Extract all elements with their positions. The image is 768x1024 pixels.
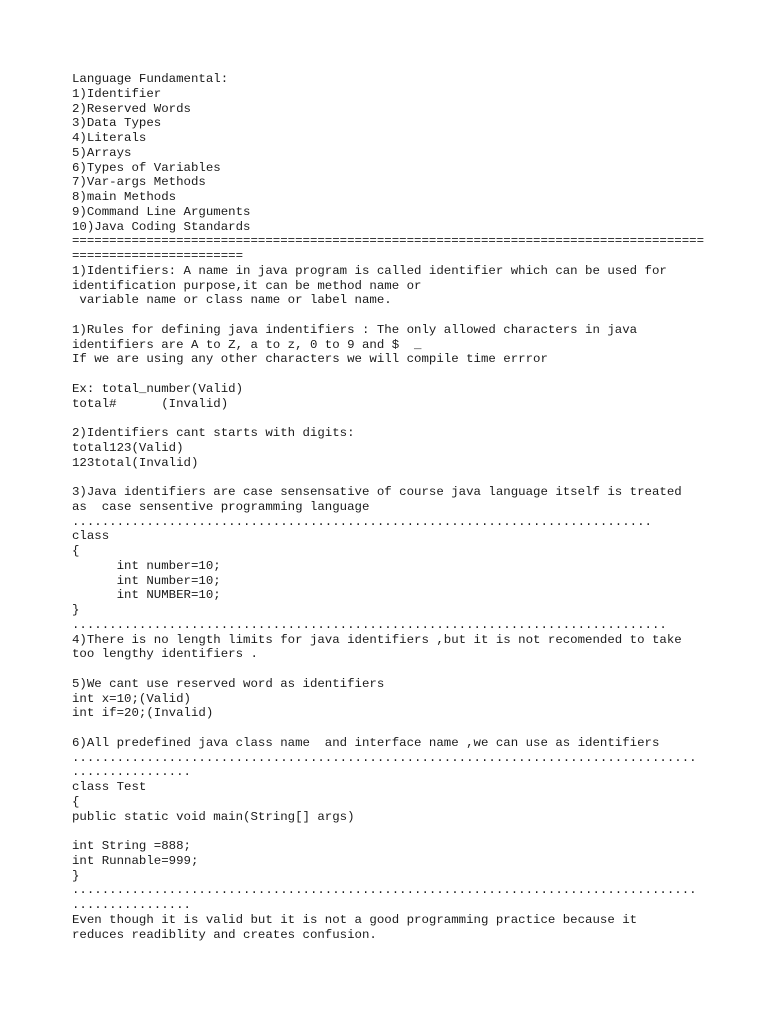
document-line: int if=20;(Invalid) xyxy=(72,706,214,721)
document-line: If we are using any other characters we will compile time errror xyxy=(72,352,548,367)
document-line: .................................................................................... xyxy=(72,750,697,765)
document-line: 3)Java identifiers are case sensensative of course java language itself is treated xyxy=(72,485,682,499)
document-line: 3)Data Types xyxy=(72,116,162,131)
document-line: 1)Identifiers: A name in java program is called identifier which can be used for xyxy=(72,263,667,278)
document-line: 6)Types of Variables xyxy=(72,160,221,175)
document-line: .............................................................................. xyxy=(72,514,652,529)
document-line: Even though it is valid but it is not a good programming practice because it xyxy=(72,912,638,927)
document-line: ................................................................................ xyxy=(72,617,667,632)
document-line: total# (Invalid) xyxy=(72,396,229,411)
document-line: 123total(Invalid) xyxy=(72,455,199,470)
document-line: class Test xyxy=(72,780,147,794)
document-line: Ex: total_number(Valid) xyxy=(72,381,244,396)
document-line: as case sensentive programming language xyxy=(72,499,370,514)
document-line xyxy=(72,721,732,736)
document-line xyxy=(72,367,732,382)
document-line: ===================================================================================== xyxy=(72,234,705,249)
document-line: } xyxy=(72,603,80,617)
document-line xyxy=(72,308,732,323)
document-line: identification purpose,it can be method name or xyxy=(72,278,422,293)
document-line: 2)Identifiers cant starts with digits: xyxy=(72,426,355,440)
document-line xyxy=(72,411,732,426)
document-line: reduces readiblity and creates confusion. xyxy=(72,927,377,942)
document-line: int NUMBER=10; xyxy=(72,588,221,603)
document-line xyxy=(72,470,732,485)
document-line: class xyxy=(72,529,110,544)
document-line: 4)Literals xyxy=(72,131,147,145)
document-line: 8)main Methods xyxy=(72,190,177,204)
document-line: int x=10;(Valid) xyxy=(72,691,191,706)
document-line: int Number=10; xyxy=(72,573,221,588)
document-line: { xyxy=(72,544,80,558)
document-line: 4)There is no length limits for java identifiers ,but it is not recomended to take xyxy=(72,632,682,647)
document-line: 2)Reserved Words xyxy=(72,101,191,116)
document-line: identifiers are A to Z, a to z, 0 to 9 and $ _ xyxy=(72,337,422,352)
document-line: int Runnable=999; xyxy=(72,853,199,868)
document-line: { xyxy=(72,794,80,809)
document-line: public static void main(String[] args) xyxy=(72,809,355,824)
document-line: } xyxy=(72,868,80,883)
document-line: 6)All predefined java class name and interface name ,we can use as identifiers xyxy=(72,735,660,750)
document-line: total123(Valid) xyxy=(72,440,184,455)
document-line: 9)Command Line Arguments xyxy=(72,204,251,219)
document-line: ======================= xyxy=(72,249,244,263)
document-line: 5)We cant use reserved word as identifiers xyxy=(72,676,385,691)
document-line: int String =888; xyxy=(72,839,191,853)
document-body xyxy=(72,72,732,942)
document-line: 7)Var-args Methods xyxy=(72,175,206,190)
document-line: 1)Rules for defining java indentifiers : The only allowed characters in java xyxy=(72,322,638,337)
document-line: variable name or class name or label name. xyxy=(72,293,392,308)
document-line: 1)Identifier xyxy=(72,86,162,101)
document-line xyxy=(72,824,732,839)
document-line: .................................................................................... xyxy=(72,883,697,898)
document-line xyxy=(72,662,732,677)
document-line: too lengthy identifiers . xyxy=(72,647,258,662)
document-line: int number=10; xyxy=(72,558,221,573)
document-line: ................ xyxy=(72,898,191,912)
document-line: ................ xyxy=(72,765,191,780)
document-line: 5)Arrays xyxy=(72,145,132,160)
document-line: Language Fundamental: xyxy=(72,72,229,86)
document-line: 10)Java Coding Standards xyxy=(72,219,251,234)
